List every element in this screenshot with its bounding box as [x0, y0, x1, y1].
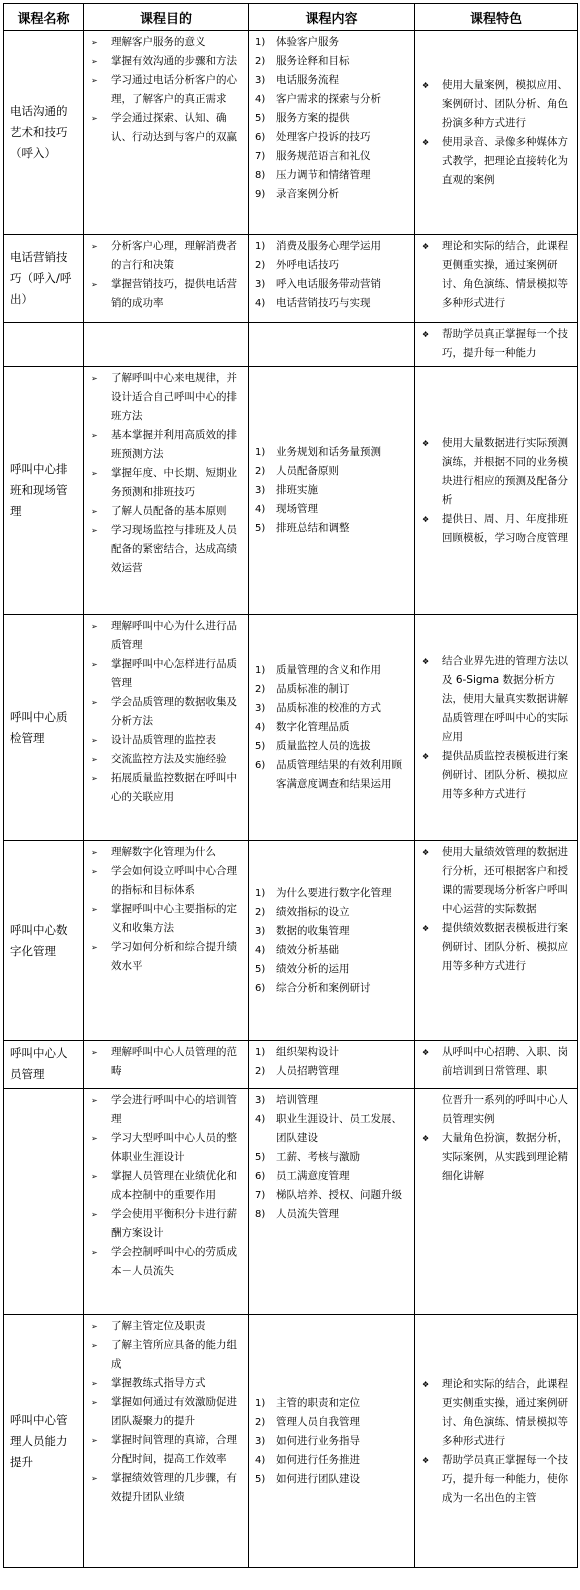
bullet-arrow-icon: ➢: [91, 1436, 98, 1445]
content-list-item: 3) 电话服务流程: [252, 71, 411, 90]
feature-list-item: ❖ 帮助学员真正掌握每一个技巧，提升每一种能力: [418, 325, 574, 363]
content-number: 1): [255, 447, 266, 458]
content-list-item: 5) 如何进行团队建设: [252, 1470, 411, 1489]
header-course-content: 课程内容: [249, 4, 415, 31]
content-number: 2): [255, 906, 266, 918]
content-number: 7): [255, 1190, 266, 1201]
content-list-item: 3) 排班实施: [252, 481, 411, 500]
course-feature-cell: [415, 31, 578, 235]
goal-list-item: ➢ 了解主管所应具备的能力组成: [87, 1336, 245, 1374]
content-list-item: 4) 电话营销技巧与实现: [252, 294, 411, 313]
goal-list-item: ➢ 交流监控方法及实施经验: [87, 750, 245, 769]
goal-list-item: ➢ 掌握有效沟通的步骤和方法: [87, 52, 245, 71]
table-row: [4, 1315, 578, 1568]
content-list-item: 2) 绩效指标的设立: [252, 903, 411, 922]
bullet-diamond-icon: ❖: [422, 438, 430, 448]
course-table-page: [3, 3, 577, 1568]
goal-list-item: ➢ 掌握呼叫中心怎样进行品质管理: [87, 655, 245, 693]
goal-list-item: ➢ 了解呼叫中心来电规律，并设计适合自己呼叫中心的排班方法: [87, 369, 245, 426]
content-list-item: 3) 呼入电话服务带动营销: [252, 275, 411, 294]
goal-list-item: ➢ 掌握绩效管理的几步骤，有效提升团队业绩: [87, 1469, 245, 1507]
course-name-cell: 呼叫中心管理人员能力提升: [4, 1315, 84, 1568]
bullet-diamond-icon: ❖: [422, 80, 430, 90]
course-goal-cell: [84, 235, 249, 323]
content-number: 2): [255, 56, 266, 67]
table-row: [4, 841, 578, 1041]
content-number: 3): [255, 1435, 266, 1447]
content-number: 3): [255, 1095, 266, 1106]
content-number: 2): [255, 260, 266, 271]
content-number: 4): [255, 944, 266, 956]
content-number: 3): [255, 703, 266, 714]
bullet-arrow-icon: ➢: [91, 507, 98, 516]
course-name-cell: [4, 1089, 84, 1315]
bullet-diamond-icon: ❖: [422, 751, 430, 761]
header-course-feature: 课程特色: [415, 4, 578, 31]
content-number: 6): [255, 982, 266, 994]
course-content-cell: [249, 615, 415, 841]
content-list-item: 2) 人员配备原则: [252, 462, 411, 481]
content-list-item: 3) 品质标准的校准的方式: [252, 699, 411, 718]
course-table-body: [4, 31, 578, 1568]
content-number: 2): [255, 684, 266, 695]
goal-list-item: ➢ 学会品质管理的数据收集及分析方法: [87, 693, 245, 731]
goal-list-item: ➢ 基本掌握并利用高质效的排班预测方法: [87, 426, 245, 464]
goal-list-item: ➢ 了解主管定位及职责: [87, 1317, 245, 1336]
feature-list-item: ❖ 从呼叫中心招聘、入职、岗前培训到日常管理、职: [418, 1043, 574, 1081]
course-name-cell: 呼叫中心排班和现场管理: [4, 367, 84, 615]
content-list-item: 5) 工薪、考核与激励: [252, 1148, 411, 1167]
feature-list-item: ❖ 提供日、周、月、年度排班回顾模板，学习吻合度管理: [418, 510, 574, 548]
content-number: 8): [255, 1209, 266, 1220]
content-number: 6): [255, 760, 266, 771]
course-content-cell: [249, 323, 415, 367]
goal-list-item: ➢ 掌握时间管理的真谛，合理分配时间，提高工作效率: [87, 1431, 245, 1469]
content-number: 2): [255, 1066, 266, 1077]
content-list-item: 7) 服务规范语言和礼仪: [252, 147, 411, 166]
bullet-diamond-icon: ❖: [422, 137, 430, 147]
goal-list-item: ➢ 学会使用平衡积分卡进行薪酬方案设计: [87, 1205, 245, 1243]
bullet-arrow-icon: ➢: [91, 1322, 98, 1331]
course-goal-cell: [84, 31, 249, 235]
bullet-arrow-icon: ➢: [91, 755, 98, 764]
content-number: 5): [255, 523, 266, 534]
course-goal-cell: [84, 1041, 249, 1089]
bullet-arrow-icon: ➢: [91, 242, 98, 251]
course-goal-cell: [84, 323, 249, 367]
content-number: 4): [255, 94, 266, 105]
bullet-arrow-icon: ➢: [91, 622, 98, 631]
content-list-item: 2) 服务诠释和目标: [252, 52, 411, 71]
goal-list-item: ➢ 理解客户服务的意义: [87, 33, 245, 52]
goal-list-item: ➢ 掌握如何通过有效激励促进团队凝聚力的提升: [87, 1393, 245, 1431]
feature-list-item: ❖ 结合业界先进的管理方法以及 6-Sigma 数据分析方法，使用大量真实数据讲解品质管理在呼叫中心的实际应用: [418, 652, 574, 747]
content-list-item: 2) 外呼电话技巧: [252, 256, 411, 275]
bullet-diamond-icon: ❖: [422, 1048, 430, 1057]
content-number: 3): [255, 75, 266, 86]
course-feature-cell: [415, 841, 578, 1041]
content-number: 1): [255, 1047, 266, 1058]
course-content-cell: [249, 31, 415, 235]
content-list-item: 3) 数据的收集管理: [252, 922, 411, 941]
course-table: [3, 3, 578, 1568]
bullet-diamond-icon: ❖: [422, 656, 430, 666]
content-list-item: 6) 综合分析和案例研讨: [252, 979, 411, 998]
bullet-arrow-icon: ➢: [91, 1134, 98, 1143]
course-feature-cell: [415, 367, 578, 615]
content-list-item: 8) 压力调节和情绪管理: [252, 166, 411, 185]
bullet-diamond-icon: ❖: [422, 848, 430, 857]
feature-list-item: ❖ 使用大量数据进行实际预测演练，并根据不同的业务模块进行相应的预测及配备分析: [418, 434, 574, 510]
content-number: 4): [255, 298, 266, 309]
feature-list-item: ❖ 理论和实际的结合，此课程更侧重实操，通过案例研讨、角色演练、情景模拟等多种形式进行: [418, 237, 574, 313]
bullet-arrow-icon: ➢: [91, 431, 98, 440]
content-list-item: 1) 体验客户服务: [252, 33, 411, 52]
goal-list-item: ➢ 掌握教练式指导方式: [87, 1374, 245, 1393]
bullet-diamond-icon: ❖: [422, 514, 430, 524]
bullet-diamond-icon: ❖: [422, 924, 430, 933]
goal-list-item: ➢ 了解人员配备的基本原则: [87, 502, 245, 521]
goal-list-item: ➢ 学习现场监控与排班及人员配备的紧密结合，达成高绩效运营: [87, 521, 245, 578]
content-list-item: 1) 业务规划和话务量预测: [252, 443, 411, 462]
course-name-cell: 呼叫中心人员管理: [4, 1041, 84, 1089]
course-feature-cell: [415, 1089, 578, 1315]
goal-list-item: ➢ 掌握年度、中长期、短期业务预测和排班技巧: [87, 464, 245, 502]
header-row: [4, 4, 578, 31]
header-course-name: 课程名称: [4, 4, 84, 31]
course-name-cell: 电话沟通的艺术和技巧（呼入）: [4, 31, 84, 235]
feature-list-item: ❖ 使用录音、录像多种媒体方式教学，把理论直接转化为直观的案例: [418, 133, 574, 190]
table-row: [4, 1089, 578, 1315]
content-list-item: 5) 质量监控人员的选拔: [252, 737, 411, 756]
bullet-arrow-icon: ➢: [91, 1210, 98, 1219]
course-goal-cell: [84, 1315, 249, 1568]
content-number: 3): [255, 925, 266, 937]
bullet-arrow-icon: ➢: [91, 660, 98, 669]
bullet-arrow-icon: ➢: [91, 1341, 98, 1350]
content-list-item: 4) 现场管理: [252, 500, 411, 519]
goal-list-item: ➢ 理解呼叫中心为什么进行品质管理: [87, 617, 245, 655]
bullet-arrow-icon: ➢: [91, 526, 98, 535]
content-number: 1): [255, 241, 266, 252]
table-row: [4, 367, 578, 615]
content-list-item: 6) 品质管理结果的有效利用顾客满意度调查和结果运用: [252, 756, 411, 794]
content-number: 4): [255, 1454, 266, 1466]
course-content-cell: [249, 367, 415, 615]
bullet-diamond-icon: ❖: [422, 1134, 430, 1143]
content-list-item: 4) 数字化管理品质: [252, 718, 411, 737]
bullet-diamond-icon: ❖: [422, 330, 430, 339]
table-row: [4, 31, 578, 235]
table-row: [4, 1041, 578, 1089]
content-number: 2): [255, 466, 266, 477]
content-number: 2): [255, 1416, 266, 1428]
bullet-arrow-icon: ➢: [91, 1248, 98, 1257]
course-feature-cell: [415, 323, 578, 367]
goal-list-item: ➢ 掌握呼叫中心主要指标的定义和收集方法: [87, 900, 245, 938]
course-feature-cell: [415, 1041, 578, 1089]
course-goal-cell: [84, 1089, 249, 1315]
content-list-item: 4) 职业生涯设计、员工发展、团队建设: [252, 1110, 411, 1148]
course-goal-cell: [84, 841, 249, 1041]
content-number: 5): [255, 1152, 266, 1163]
goal-list-item: ➢ 掌握营销技巧，提供电话营销的成功率: [87, 275, 245, 313]
bullet-arrow-icon: ➢: [91, 1474, 98, 1483]
content-list-item: 1) 为什么要进行数字化管理: [252, 884, 411, 903]
content-number: 4): [255, 504, 266, 515]
feature-list-item: ❖ 大量角色扮演，数据分析，实际案例，从实践到理论精细化讲解: [418, 1129, 574, 1186]
goal-list-item: ➢ 学习大型呼叫中心人员的整体职业生涯设计: [87, 1129, 245, 1167]
bullet-arrow-icon: ➢: [91, 905, 98, 914]
bullet-arrow-icon: ➢: [91, 76, 98, 85]
bullet-diamond-icon: ❖: [422, 1455, 430, 1465]
content-list-item: 1) 主管的职责和定位: [252, 1394, 411, 1413]
content-list-item: 5) 绩效分析的运用: [252, 960, 411, 979]
content-list-item: 1) 组织架构设计: [252, 1043, 411, 1062]
content-number: 8): [255, 170, 266, 181]
bullet-arrow-icon: ➢: [91, 280, 98, 289]
content-list-item: 1) 消费及服务心理学运用: [252, 237, 411, 256]
bullet-arrow-icon: ➢: [91, 1379, 98, 1388]
bullet-arrow-icon: ➢: [91, 1048, 98, 1057]
content-number: 4): [255, 722, 266, 733]
course-name-cell: 电话营销技巧（呼入/呼出）: [4, 235, 84, 323]
course-goal-cell: [84, 367, 249, 615]
content-list-item: 4) 如何进行任务推进: [252, 1451, 411, 1470]
course-content-cell: [249, 1041, 415, 1089]
table-row: [4, 235, 578, 323]
content-number: 7): [255, 151, 266, 162]
bullet-arrow-icon: ➢: [91, 114, 98, 123]
content-number: 6): [255, 132, 266, 143]
content-number: 1): [255, 665, 266, 676]
content-list-item: 2) 人员招聘管理: [252, 1062, 411, 1081]
bullet-arrow-icon: ➢: [91, 1096, 98, 1105]
content-number: 4): [255, 1114, 266, 1125]
content-list-item: 3) 如何进行业务指导: [252, 1432, 411, 1451]
bullet-arrow-icon: ➢: [91, 698, 98, 707]
content-list-item: 7) 梯队培养、授权、问题升级: [252, 1186, 411, 1205]
goal-list-item: ➢ 学会进行呼叫中心的培训管理: [87, 1091, 245, 1129]
feature-list-item: ❖ 使用大量案例，模拟应用、案例研讨、团队分析、角色扮演多种方式进行: [418, 76, 574, 133]
content-list-item: 1) 质量管理的含义和作用: [252, 661, 411, 680]
content-list-item: 5) 服务方案的提供: [252, 109, 411, 128]
content-number: 9): [255, 189, 266, 200]
header-course-goal: 课程目的: [84, 4, 249, 31]
course-content-cell: [249, 1089, 415, 1315]
content-list-item: 8) 人员流失管理: [252, 1205, 411, 1224]
course-content-cell: [249, 841, 415, 1041]
bullet-arrow-icon: ➢: [91, 774, 98, 783]
goal-list-item: ➢ 学习如何分析和综合提升绩效水平: [87, 938, 245, 976]
bullet-diamond-icon: ❖: [422, 242, 430, 251]
bullet-arrow-icon: ➢: [91, 736, 98, 745]
content-number: 1): [255, 887, 266, 899]
goal-list-item: ➢ 学会如何设立呼叫中心合理的指标和目标体系: [87, 862, 245, 900]
content-number: 3): [255, 279, 266, 290]
goal-list-item: ➢ 设计品质管理的监控表: [87, 731, 245, 750]
feature-list-item: ❖ 使用大量绩效管理的数据进行分析，还可根据客户和授课的需要现场分析客户呼叫中心运营的实际数据: [418, 843, 574, 919]
bullet-arrow-icon: ➢: [91, 38, 98, 47]
bullet-arrow-icon: ➢: [91, 1398, 98, 1407]
content-list-item: 3) 培训管理: [252, 1091, 411, 1110]
feature-list-item: ❖ 理论和实际的结合，此课程更实侧重实操，通过案例研讨、角色演练、情景模拟等多种形式进行: [418, 1375, 574, 1451]
bullet-arrow-icon: ➢: [91, 374, 98, 383]
content-number: 1): [255, 37, 266, 48]
content-list-item: 6) 员工满意度管理: [252, 1167, 411, 1186]
course-name-cell: [4, 323, 84, 367]
bullet-arrow-icon: ➢: [91, 57, 98, 66]
course-name-cell: 呼叫中心数字化管理: [4, 841, 84, 1041]
goal-list-item: ➢ 拓展质量监控数据在呼叫中心的关联应用: [87, 769, 245, 807]
content-number: 3): [255, 485, 266, 496]
content-list-item: 4) 客户需求的探索与分析: [252, 90, 411, 109]
goal-list-item: ➢ 掌握人员管理在业绩优化和成本控制中的重要作用: [87, 1167, 245, 1205]
content-list-item: 5) 排班总结和调整: [252, 519, 411, 538]
content-number: 1): [255, 1397, 266, 1409]
course-goal-cell: [84, 615, 249, 841]
goal-list-item: ➢ 学习通过电话分析客户的心理，了解客户的真正需求: [87, 71, 245, 109]
content-list-item: 2) 管理人员自我管理: [252, 1413, 411, 1432]
goal-list-item: ➢ 理解数字化管理为什么: [87, 843, 245, 862]
table-row: [4, 323, 578, 367]
content-list-item: 4) 绩效分析基础: [252, 941, 411, 960]
bullet-arrow-icon: ➢: [91, 1172, 98, 1181]
content-list-item: 6) 处理客户投诉的技巧: [252, 128, 411, 147]
goal-list-item: ➢ 分析客户心理，理解消费者的言行和决策: [87, 237, 245, 275]
course-feature-cell: [415, 615, 578, 841]
bullet-arrow-icon: ➢: [91, 867, 98, 876]
content-number: 5): [255, 113, 266, 124]
table-row: [4, 615, 578, 841]
bullet-arrow-icon: ➢: [91, 848, 98, 857]
bullet-diamond-icon: ❖: [422, 1379, 430, 1389]
content-list-item: 9) 录音案例分析: [252, 185, 411, 204]
content-number: 6): [255, 1171, 266, 1182]
course-name-cell: 呼叫中心质检管理: [4, 615, 84, 841]
content-number: 5): [255, 1473, 266, 1485]
goal-list-item: ➢ 学会控制呼叫中心的劳质成本－人员流失: [87, 1243, 245, 1281]
course-content-cell: [249, 235, 415, 323]
bullet-arrow-icon: ➢: [91, 943, 98, 952]
content-list-item: 2) 品质标准的制订: [252, 680, 411, 699]
content-number: 5): [255, 963, 266, 975]
content-number: 5): [255, 741, 266, 752]
goal-list-item: ➢ 学会通过探索、认知、确认、行动达到与客户的双赢: [87, 109, 245, 147]
course-content-cell: [249, 1315, 415, 1568]
feature-list-item: ❖ 帮助学员真正掌握每一个技巧，提升每一种能力，使你成为一名出色的主管: [418, 1451, 574, 1508]
bullet-arrow-icon: ➢: [91, 469, 98, 478]
course-feature-cell: [415, 235, 578, 323]
feature-list-item: ❖ 提供品质监控表模板进行案例研讨、团队分析、模拟应用等多种方式进行: [418, 747, 574, 804]
feature-continuation: 位晋升一系列的呼叫中心人员管理实例: [442, 1094, 568, 1125]
course-feature-cell: [415, 1315, 578, 1568]
goal-list-item: ➢ 理解呼叫中心人员管理的范畴: [87, 1043, 245, 1081]
feature-list-item: ❖ 提供绩效数据表模板进行案例研讨、团队分析、模拟应用等多种方式进行: [418, 919, 574, 976]
